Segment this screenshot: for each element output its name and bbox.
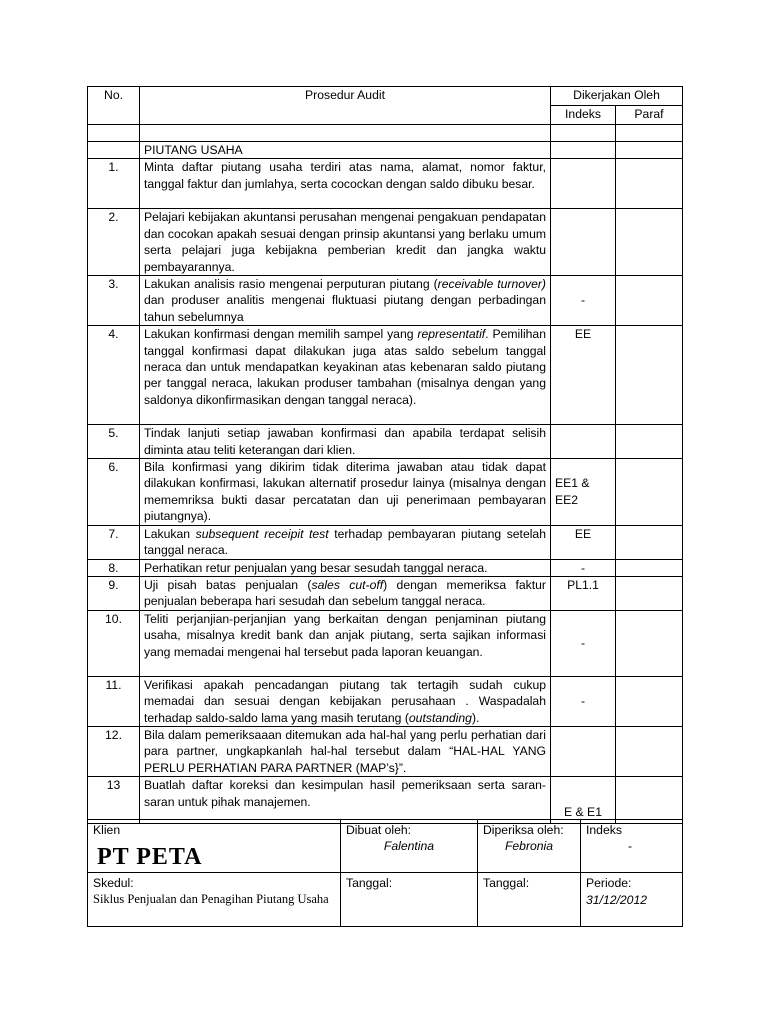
row-paraf <box>616 726 683 776</box>
row-indeks <box>551 726 616 776</box>
header-dikerjakan: Dikerjakan Oleh <box>551 87 683 106</box>
header-prosedur: Prosedur Audit <box>140 87 551 125</box>
table-row <box>88 559 683 576</box>
prepared-by-name: Falentina <box>383 839 435 854</box>
header-no: No. <box>88 87 140 125</box>
index-cell <box>581 820 683 873</box>
audit-procedure-table <box>87 86 683 824</box>
signature-footer <box>87 819 683 927</box>
table-row <box>88 326 683 425</box>
date1-cell <box>341 873 478 927</box>
table-row <box>88 459 683 526</box>
schedule-value: Siklus Penjualan dan Penagihan Piutang Usaha <box>93 891 329 906</box>
row-paraf <box>616 559 683 576</box>
row-paraf <box>616 326 683 425</box>
row-paraf <box>616 425 683 459</box>
row-no: 12. <box>88 726 140 776</box>
row-paraf <box>616 525 683 559</box>
client-label: Klien <box>93 823 121 837</box>
period-value: 31/12/2012 <box>586 892 647 907</box>
prepared-by-label: Dibuat oleh: <box>346 823 412 837</box>
header-indeks: Indeks <box>551 106 616 125</box>
row-indeks: EE <box>551 525 616 559</box>
client-cell <box>88 820 341 873</box>
schedule-cell <box>88 873 341 927</box>
index-label: Indeks <box>586 823 622 837</box>
row-text: Minta daftar piutang usaha terdiri atas nama, alamat, nomor faktur, tanggal faktur dan jumlahya, serta cocockan dengan saldo dibuku besar. <box>140 159 551 209</box>
period-label: Periode: <box>586 876 632 891</box>
section-title: PIUTANG USAHA <box>140 142 551 159</box>
table-row <box>88 159 683 209</box>
row-no: 4. <box>88 326 140 425</box>
row-no: 6. <box>88 459 140 526</box>
empty-row <box>88 125 683 142</box>
row-text: Pelajari kebijakan akuntansi perusahan mengenai pengakuan pendapatan dan cocokan apakah sesuai dengan prinsip akuntansi yang berlaku umum serta pelajari juga kebijakna pemberian kredit dan jangka waktu pembayarannya. <box>140 209 551 276</box>
row-text: Lakukan konfirmasi dengan memilih sampel yang representatif. Pemilihan tanggal konfirmasi dapat dilakukan juga atas saldo sebelum tanggal neraca dan untuk mendapatkan keyakinan atas kebenaran saldo piutang per tanggal neraca, lakukan produser tambahan (misalnya dengan yang saldonya dikonfirmasikan dengan tanggal neraca). <box>140 326 551 425</box>
date1-label: Tanggal: <box>346 876 393 891</box>
row-text: Verifikasi apakah pencadangan piutang tak tertagih sudah cukup memadai dan sesuai dengan kebijakan perusahaan . Waspadalah terhadap saldo-saldo lama yang masih terutang (outstanding). <box>140 676 551 726</box>
row-paraf <box>616 676 683 726</box>
row-text: Uji pisah batas penjualan (sales cut-off) dengan memeriksa faktur penjualan beberapa hari sesudah dan sebelum tanggal neraca. <box>140 576 551 610</box>
table-row <box>88 610 683 676</box>
row-paraf <box>616 777 683 824</box>
row-no: 13 <box>88 777 140 824</box>
row-indeks: EE <box>551 326 616 425</box>
row-no: 9. <box>88 576 140 610</box>
row-no: 5. <box>88 425 140 459</box>
table-row <box>88 425 683 459</box>
row-no: 10. <box>88 610 140 676</box>
row-indeks <box>551 425 616 459</box>
row-indeks: - <box>551 676 616 726</box>
reviewed-by-name: Febronia <box>504 839 554 854</box>
row-no: 1. <box>88 159 140 209</box>
row-no: 2. <box>88 209 140 276</box>
row-paraf <box>616 209 683 276</box>
row-paraf <box>616 576 683 610</box>
table-row <box>88 276 683 326</box>
prepared-by-cell <box>341 820 478 873</box>
row-indeks <box>551 209 616 276</box>
row-paraf <box>616 610 683 676</box>
row-no: 3. <box>88 276 140 326</box>
reviewed-by-label: Diperiksa oleh: <box>483 823 564 837</box>
row-no: 7. <box>88 525 140 559</box>
row-paraf <box>616 159 683 209</box>
table-row <box>88 726 683 776</box>
row-text: Bila dalam pemeriksaaan ditemukan ada hal-hal yang perlu perhatian dari para partner, ungkapkanlah hal-hal tersebut dalam “HAL-HAL YANG PERLU PERHATIAN PARA PARTNER (MAP’s}”. <box>140 726 551 776</box>
row-indeks <box>551 159 616 209</box>
reviewed-by-cell <box>478 820 581 873</box>
client-name: PT PETA <box>97 844 203 871</box>
table-row <box>88 576 683 610</box>
table-row <box>88 777 683 824</box>
index-value: - <box>627 839 632 854</box>
row-indeks: - <box>551 559 616 576</box>
row-text: Teliti perjanjian-perjanjian yang berkaitan dengan penjaminan piutang usaha, misalnya kredit bank dan anjak piutang, serta sajikan informasi yang memadai mengenai hal tersebut pada laporan keuangan. <box>140 610 551 676</box>
row-text: Buatlah daftar koreksi dan kesimpulan hasil pemeriksaan serta saran-saran untuk pihak manajemen. <box>140 777 551 824</box>
row-text: Lakukan analisis rasio mengenai perputuran piutang (receivable turnover) dan produser analitis mengenai fluktuasi piutang dengan perbadingan tahun sebelumnya <box>140 276 551 326</box>
row-indeks: - <box>551 276 616 326</box>
row-indeks: EE1 & EE2 <box>551 459 616 526</box>
header-paraf: Paraf <box>616 106 683 125</box>
row-paraf <box>616 276 683 326</box>
row-no: 11. <box>88 676 140 726</box>
table-row <box>88 525 683 559</box>
date2-label: Tanggal: <box>483 876 530 891</box>
row-text: Bila konfirmasi yang dikirim tidak diterima jawaban atau tidak dapat dilakukan konfirmasi, lakukan alternatif prosedur lainya (misalnya dengan mememriksa bukti dasar percatatan dan uji penerimaan pembayaran piutangnya). <box>140 459 551 526</box>
schedule-label: Skedul: <box>93 876 134 891</box>
row-paraf <box>616 459 683 526</box>
section-row <box>88 142 683 159</box>
table-row <box>88 209 683 276</box>
row-indeks: E & E1 <box>551 777 616 824</box>
period-cell <box>581 873 683 927</box>
row-text: Lakukan subsequent receipit test terhadap pembayaran piutang setelah tanggal neraca. <box>140 525 551 559</box>
date2-cell <box>478 873 581 927</box>
row-text: Tindak lanjuti setiap jawaban konfirmasi dan apabila terdapat selisih diminta atau teliti keterangan dari klien. <box>140 425 551 459</box>
row-indeks: - <box>551 610 616 676</box>
row-text: Perhatikan retur penjualan yang besar sesudah tanggal neraca. <box>140 559 551 576</box>
row-indeks: PL1.1 <box>551 576 616 610</box>
row-no: 8. <box>88 559 140 576</box>
table-row <box>88 676 683 726</box>
